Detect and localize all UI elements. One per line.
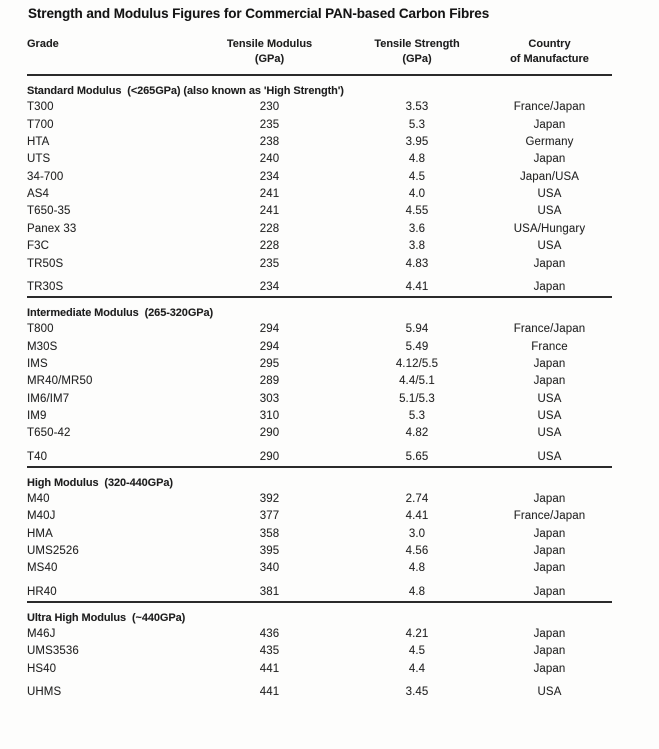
grade-cell: HTA bbox=[27, 135, 50, 148]
country-cell: Japan bbox=[533, 562, 566, 575]
country-cell: Germany bbox=[525, 135, 574, 148]
strength-cell: 4.8 bbox=[408, 153, 426, 166]
modulus-cell: 358 bbox=[259, 527, 280, 540]
modulus-cell: 228 bbox=[259, 222, 280, 235]
modulus-cell: 290 bbox=[259, 450, 280, 463]
strength-cell: 4.82 bbox=[405, 427, 429, 440]
grade-cell: M40J bbox=[27, 510, 56, 523]
modulus-cell: 294 bbox=[259, 340, 280, 353]
grade-cell: MR40/MR50 bbox=[27, 375, 93, 388]
strength-cell: 4.4/5.1 bbox=[399, 375, 435, 388]
grade-cell: HS40 bbox=[27, 662, 57, 675]
table-row bbox=[27, 661, 612, 678]
country-cell: Japan bbox=[533, 527, 566, 540]
column-header-sub: of Manufacture bbox=[510, 53, 589, 65]
grade-cell: 34-700 bbox=[27, 170, 64, 183]
column-header-tensile-strength bbox=[347, 31, 487, 75]
strength-cell: 4.56 bbox=[405, 545, 429, 558]
strength-cell: 4.55 bbox=[405, 205, 429, 218]
table-row bbox=[27, 221, 612, 238]
strength-cell: 5.49 bbox=[405, 340, 429, 353]
country-cell: USA bbox=[537, 188, 562, 201]
modulus-cell: 230 bbox=[259, 101, 280, 114]
grade-cell: HR40 bbox=[27, 585, 57, 598]
table-row bbox=[27, 356, 612, 373]
modulus-cell: 290 bbox=[259, 427, 280, 440]
strength-cell: 5.1/5.3 bbox=[399, 392, 435, 405]
table-row bbox=[27, 238, 612, 255]
section-heading: Standard Modulus (<265GPa) (also known as 'High Strength') bbox=[27, 85, 344, 97]
grade-cell: MS40 bbox=[27, 562, 58, 575]
grade-cell: UHMS bbox=[27, 685, 62, 698]
table-row bbox=[27, 643, 612, 660]
table-row bbox=[27, 151, 612, 168]
fibre-properties-table bbox=[27, 31, 612, 701]
modulus-cell: 441 bbox=[259, 685, 280, 698]
strength-cell: 5.65 bbox=[405, 450, 429, 463]
country-cell: Japan bbox=[533, 153, 566, 166]
table-row bbox=[27, 491, 612, 508]
strength-cell: 3.8 bbox=[408, 240, 426, 253]
country-cell: USA bbox=[537, 240, 562, 253]
strength-cell: 4.4 bbox=[408, 662, 426, 675]
table-row bbox=[27, 626, 612, 643]
strength-cell: 5.94 bbox=[405, 323, 429, 336]
column-header-label: Tensile Modulus bbox=[226, 38, 313, 50]
country-cell: France/Japan bbox=[513, 101, 586, 114]
section-heading-row bbox=[27, 297, 612, 321]
modulus-cell: 392 bbox=[259, 492, 280, 505]
table-row bbox=[27, 134, 612, 151]
country-cell: Japan bbox=[533, 280, 566, 293]
modulus-cell: 295 bbox=[259, 357, 280, 370]
strength-cell: 3.95 bbox=[405, 135, 429, 148]
country-cell: Japan bbox=[533, 662, 566, 675]
grade-cell: TR30S bbox=[27, 280, 64, 293]
strength-cell: 4.12/5.5 bbox=[395, 357, 439, 370]
country-cell: USA bbox=[537, 427, 562, 440]
strength-cell: 4.0 bbox=[408, 188, 426, 201]
modulus-cell: 228 bbox=[259, 240, 280, 253]
country-cell: Japan bbox=[533, 257, 566, 270]
column-header-sub: (GPa) bbox=[254, 53, 285, 65]
grade-cell: T40 bbox=[27, 450, 48, 463]
grade-cell: IM6/IM7 bbox=[27, 392, 70, 405]
grade-cell: UMS3536 bbox=[27, 645, 79, 658]
strength-cell: 4.41 bbox=[405, 510, 429, 523]
strength-cell: 3.6 bbox=[408, 222, 426, 235]
grade-cell: F3C bbox=[27, 240, 50, 253]
country-cell: USA bbox=[537, 450, 562, 463]
column-header-grade bbox=[27, 31, 192, 75]
grade-cell: TR50S bbox=[27, 257, 64, 270]
modulus-cell: 436 bbox=[259, 628, 280, 640]
grade-cell: IM9 bbox=[27, 410, 47, 422]
grade-cell: T650-35 bbox=[27, 205, 71, 218]
modulus-cell: 381 bbox=[259, 585, 280, 598]
section-heading-row bbox=[27, 75, 612, 99]
grade-cell: T700 bbox=[27, 118, 54, 131]
column-header-country bbox=[487, 31, 612, 75]
country-cell: USA/Hungary bbox=[513, 222, 586, 235]
country-cell: Japan bbox=[533, 545, 566, 558]
country-cell: France/Japan bbox=[513, 510, 586, 523]
column-header-label: Country bbox=[528, 38, 571, 50]
table-section-ultra-high-modulus bbox=[27, 602, 612, 701]
table-section-high-modulus bbox=[27, 467, 612, 602]
table-section-intermediate-modulus bbox=[27, 297, 612, 467]
section-heading-row bbox=[27, 467, 612, 491]
header-row bbox=[27, 31, 612, 75]
grade-cell: UMS2526 bbox=[27, 545, 79, 558]
country-cell: France/Japan bbox=[513, 323, 586, 336]
strength-cell: 5.3 bbox=[408, 118, 426, 131]
table-row bbox=[27, 560, 612, 577]
table-row bbox=[27, 273, 612, 297]
section-heading-row bbox=[27, 602, 612, 626]
grade-cell: T800 bbox=[27, 323, 54, 336]
table-row bbox=[27, 408, 612, 425]
modulus-cell: 289 bbox=[259, 375, 280, 388]
country-cell: Japan bbox=[533, 628, 566, 640]
country-cell: USA bbox=[537, 392, 562, 405]
table-row bbox=[27, 116, 612, 133]
grade-cell: AS4 bbox=[27, 188, 50, 201]
country-cell: USA bbox=[537, 205, 562, 218]
modulus-cell: 235 bbox=[259, 257, 280, 270]
table-row bbox=[27, 255, 612, 272]
section-heading: High Modulus (320-440GPa) bbox=[27, 476, 173, 489]
modulus-cell: 294 bbox=[259, 323, 280, 336]
modulus-cell: 435 bbox=[259, 645, 280, 658]
country-cell: Japan/USA bbox=[519, 170, 580, 183]
country-cell: Japan bbox=[533, 357, 566, 370]
country-cell: Japan bbox=[533, 645, 566, 658]
strength-cell: 4.8 bbox=[408, 562, 426, 575]
modulus-cell: 238 bbox=[259, 135, 280, 148]
strength-cell: 4.5 bbox=[408, 170, 426, 183]
strength-cell: 2.74 bbox=[405, 492, 429, 505]
country-cell: Japan bbox=[533, 375, 566, 388]
grade-cell: M46J bbox=[27, 628, 56, 640]
grade-cell: T650-42 bbox=[27, 427, 71, 440]
table-row bbox=[27, 203, 612, 220]
grade-cell: M40 bbox=[27, 492, 50, 505]
modulus-cell: 241 bbox=[259, 205, 280, 218]
grade-cell: M30S bbox=[27, 340, 58, 353]
modulus-cell: 310 bbox=[259, 410, 280, 422]
page-title: Strength and Modulus Figures for Commercial PAN-based Carbon Fibres bbox=[28, 6, 490, 21]
section-heading: Ultra High Modulus (~440GPa) bbox=[27, 611, 186, 624]
country-cell: Japan bbox=[533, 118, 566, 131]
country-cell: France bbox=[531, 340, 568, 353]
column-header-tensile-modulus bbox=[192, 31, 347, 75]
strength-cell: 4.83 bbox=[405, 257, 429, 270]
table-row bbox=[27, 99, 612, 116]
section-heading: Intermediate Modulus (265-320GPa) bbox=[27, 306, 214, 319]
table-section-standard-modulus bbox=[27, 75, 612, 297]
table-row bbox=[27, 443, 612, 467]
table-row bbox=[27, 526, 612, 543]
modulus-cell: 234 bbox=[259, 170, 280, 183]
grade-cell: HMA bbox=[27, 527, 53, 540]
strength-cell: 4.5 bbox=[408, 645, 426, 658]
modulus-cell: 340 bbox=[259, 562, 280, 575]
column-header-sub: (GPa) bbox=[402, 53, 432, 65]
strength-cell: 5.3 bbox=[408, 410, 426, 422]
strength-cell: 4.41 bbox=[405, 280, 429, 293]
table-row bbox=[27, 373, 612, 390]
table-row bbox=[27, 169, 612, 186]
grade-cell: UTS bbox=[27, 153, 51, 166]
table-row bbox=[27, 578, 612, 602]
table-row bbox=[27, 678, 612, 701]
strength-cell: 4.8 bbox=[408, 585, 426, 598]
grade-cell: T300 bbox=[27, 101, 54, 114]
table-row bbox=[27, 508, 612, 525]
column-header-label: Grade bbox=[27, 38, 59, 50]
table-row bbox=[27, 425, 612, 442]
modulus-cell: 395 bbox=[259, 545, 280, 558]
modulus-cell: 241 bbox=[259, 188, 280, 201]
strength-cell: 3.53 bbox=[405, 101, 429, 114]
modulus-cell: 240 bbox=[259, 153, 280, 166]
strength-cell: 4.21 bbox=[405, 628, 429, 640]
table-row bbox=[27, 390, 612, 407]
modulus-cell: 303 bbox=[259, 392, 280, 405]
grade-cell: IMS bbox=[27, 357, 48, 370]
table-row bbox=[27, 543, 612, 560]
modulus-cell: 377 bbox=[259, 510, 280, 523]
modulus-cell: 235 bbox=[259, 118, 280, 131]
modulus-cell: 234 bbox=[259, 280, 280, 293]
country-cell: USA bbox=[537, 410, 562, 422]
country-cell: Japan bbox=[533, 492, 566, 505]
strength-cell: 3.0 bbox=[408, 527, 426, 540]
table-header bbox=[27, 31, 612, 75]
table-row bbox=[27, 186, 612, 203]
table-row bbox=[27, 338, 612, 355]
grade-cell: Panex 33 bbox=[27, 222, 77, 235]
strength-cell: 3.45 bbox=[405, 685, 429, 698]
table-row bbox=[27, 321, 612, 338]
modulus-cell: 441 bbox=[259, 662, 280, 675]
country-cell: Japan bbox=[533, 585, 566, 598]
country-cell: USA bbox=[537, 685, 562, 698]
column-header-label: Tensile Strength bbox=[374, 38, 460, 50]
